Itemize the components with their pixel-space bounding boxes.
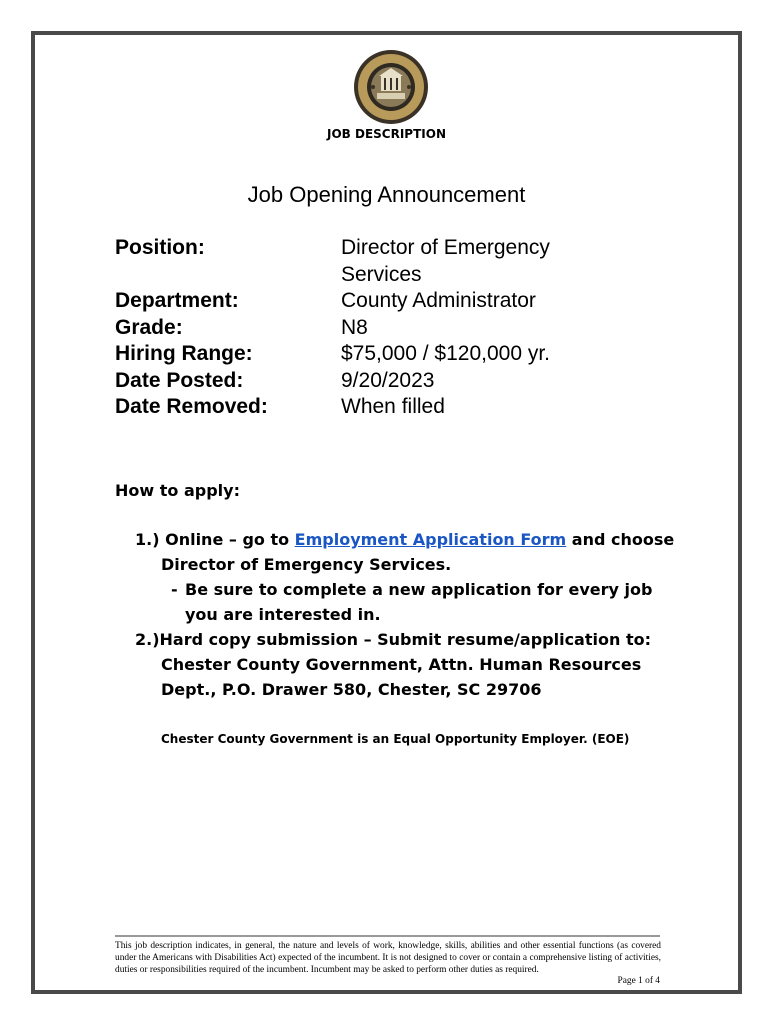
field-row-hiring-range bbox=[115, 341, 601, 368]
footer-disclaimer: This job description indicates, in general, the nature and levels of work, knowledge, skills, abilities and other essential functions (as covered under the Americans with Disabilities Act) expected of the incumbent. It is not designed to cover or contain a comprehensive listing of activities, duties or responsibilities required of the incumbent. Incumbent may be asked to perform other duties as required. bbox=[115, 941, 661, 975]
step-2-line: 2.)Hard copy submission – Submit resume/application to: bbox=[135, 630, 651, 649]
field-label: Position: bbox=[115, 236, 205, 259]
field-value: County Administrator bbox=[341, 289, 536, 312]
field-value: $75,000 / $120,000 yr. bbox=[341, 342, 551, 365]
field-label: Grade: bbox=[115, 315, 183, 339]
field-label: Date Posted: bbox=[115, 368, 244, 392]
step-1-line bbox=[135, 527, 695, 552]
apply-steps bbox=[135, 527, 695, 702]
employment-application-link[interactable]: Employment Application Form bbox=[294, 530, 567, 549]
field-value: Director of Emergency Services bbox=[341, 236, 550, 286]
how-to-apply-heading: How to apply: bbox=[115, 481, 240, 500]
step-1-suffix: and choose bbox=[566, 530, 675, 549]
step-1-line-2: Director of Emergency Services. bbox=[161, 555, 452, 574]
field-row-date-posted bbox=[115, 368, 601, 395]
announcement-title: Job Opening Announcement bbox=[247, 182, 526, 207]
step-1-sub-item bbox=[135, 577, 695, 627]
job-fields bbox=[115, 235, 601, 421]
field-label: Date Removed: bbox=[115, 395, 268, 418]
field-row-date-removed bbox=[115, 394, 601, 421]
field-label: Department: bbox=[115, 289, 239, 312]
step-1-sub-line-1: Be sure to complete a new application for every job bbox=[185, 580, 653, 599]
field-row-grade bbox=[115, 315, 601, 342]
step-2-line-2: Chester County Government, Attn. Human Resources bbox=[161, 655, 642, 674]
field-value: N8 bbox=[341, 315, 368, 339]
field-value: 9/20/2023 bbox=[341, 368, 435, 392]
field-row-position bbox=[115, 235, 601, 288]
field-label: Hiring Range: bbox=[115, 342, 253, 365]
step-1-sub-line-2: you are interested in. bbox=[185, 605, 381, 624]
step-1-prefix: 1.) Online – go to bbox=[135, 530, 295, 549]
page-number: Page 1 of 4 bbox=[617, 976, 660, 986]
eoe-statement: Chester County Government is an Equal Opportunity Employer. (EOE) bbox=[161, 732, 630, 746]
document-page bbox=[31, 31, 742, 994]
step-2-line-3: Dept., P.O. Drawer 580, Chester, SC 29706 bbox=[161, 680, 542, 699]
field-value: When filled bbox=[341, 395, 445, 418]
county-seal-logo bbox=[353, 49, 429, 125]
footer-divider bbox=[115, 935, 660, 937]
field-row-department bbox=[115, 288, 601, 315]
document-type-label: JOB DESCRIPTION bbox=[327, 127, 446, 141]
dash-bullet: - bbox=[171, 580, 178, 599]
step-1-sub-text bbox=[185, 577, 652, 627]
